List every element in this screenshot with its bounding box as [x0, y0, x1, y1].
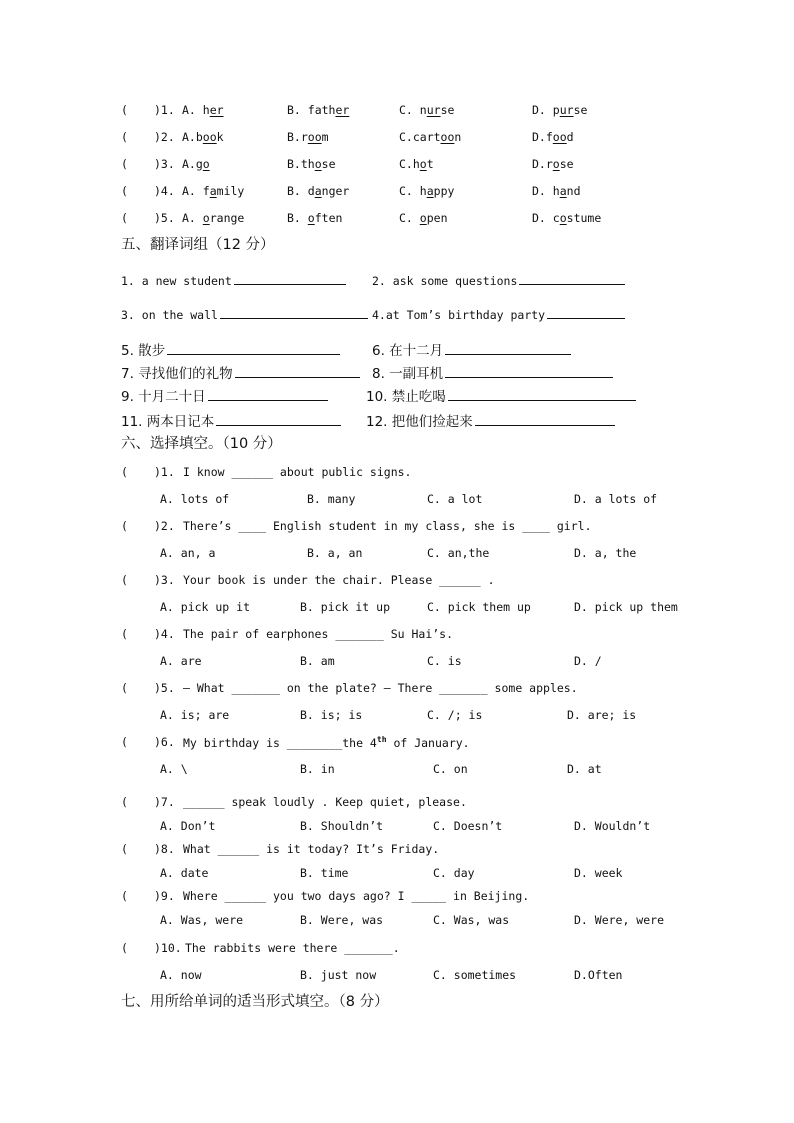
- phonics-option: [182, 157, 210, 171]
- section6-title: 六、选择填空。（10 分）: [121, 436, 282, 452]
- phonics-option: [182, 103, 224, 117]
- phonics-option: [182, 211, 244, 225]
- answer-paren: (: [121, 157, 128, 171]
- question-stem: What ______ is it today? It’s Friday.: [183, 842, 440, 856]
- question-stem: ______ speak loudly . Keep quiet, please.: [183, 795, 467, 809]
- answer-paren: (: [121, 889, 128, 903]
- question-stem: — What _______ on the plate? — There _______ some apples.: [183, 681, 578, 695]
- answer-blank[interactable]: [167, 342, 340, 355]
- option-suffix: se: [321, 157, 336, 171]
- option-prefix: C.: [399, 211, 420, 225]
- choice-option: B. is; is: [300, 708, 363, 722]
- stem-text: My birthday is ________the 4: [183, 735, 377, 750]
- underlined-letters: a: [209, 184, 217, 198]
- phonics-option: [182, 130, 224, 144]
- answer-paren: (: [121, 941, 128, 955]
- option-suffix: k: [216, 130, 224, 144]
- underlined-letters: oo: [202, 130, 217, 144]
- choice-option: A. Was, were: [160, 913, 244, 927]
- choice-option: B. in: [300, 762, 335, 776]
- option-prefix: A. h: [182, 103, 210, 117]
- phonics-option: [399, 157, 434, 171]
- choice-option: D. Were, were: [574, 913, 665, 927]
- option-prefix: B. fath: [287, 103, 336, 117]
- underlined-letters: o: [419, 157, 427, 171]
- choice-option: B. am: [300, 654, 335, 668]
- phonics-option: [287, 157, 336, 171]
- phonics-option: [287, 103, 349, 117]
- choice-option: C. /; is: [427, 708, 483, 722]
- question-number: )3.: [154, 573, 175, 587]
- translation-prompt: 1. a new student: [121, 274, 232, 288]
- option-suffix: nd: [566, 184, 581, 198]
- option-suffix: se: [559, 157, 574, 171]
- choice-option: A. an, a: [160, 546, 216, 560]
- choice-option: C. day: [433, 866, 475, 880]
- choice-option: B. a, an: [307, 546, 363, 560]
- question-number: )5.: [154, 211, 175, 225]
- choice-option: D. a lots of: [574, 492, 658, 506]
- answer-blank[interactable]: [445, 365, 613, 378]
- question-number: )4.: [154, 184, 175, 198]
- translation-item: [372, 362, 613, 382]
- option-prefix: A.b: [182, 130, 203, 144]
- answer-blank[interactable]: [547, 306, 625, 319]
- choice-option: C. sometimes: [433, 968, 517, 982]
- question-number: )2.: [154, 519, 175, 533]
- answer-blank[interactable]: [220, 306, 368, 319]
- option-suffix: range: [209, 211, 245, 225]
- choice-option: D. week: [574, 866, 623, 880]
- answer-paren: (: [121, 465, 128, 479]
- answer-blank[interactable]: [216, 413, 341, 426]
- underlined-letters: er: [209, 103, 224, 117]
- phonics-option: [532, 157, 574, 171]
- translation-prompt: 6. 在十二月: [372, 343, 444, 359]
- answer-paren: (: [121, 735, 128, 749]
- option-prefix: B.th: [287, 157, 315, 171]
- phonics-option: [532, 184, 581, 198]
- question-number: )6.: [154, 735, 175, 749]
- answer-paren: (: [121, 681, 128, 695]
- choice-option: A. Don’t: [160, 819, 216, 833]
- choice-option: C. an,the: [427, 546, 490, 560]
- question-stem: The rabbits were there _______.: [185, 941, 400, 955]
- choice-option: A. is; are: [160, 708, 230, 722]
- ordinal-suffix: th: [376, 735, 387, 744]
- choice-option: B. time: [300, 866, 349, 880]
- choice-option: B. Were, was: [300, 913, 384, 927]
- answer-paren: (: [121, 627, 128, 641]
- answer-paren: (: [121, 211, 128, 225]
- question-number: )9.: [154, 889, 175, 903]
- option-prefix: B.r: [287, 130, 308, 144]
- answer-paren: (: [121, 573, 128, 587]
- underlined-letters: o: [314, 157, 322, 171]
- translation-item: [121, 339, 340, 359]
- option-prefix: D.r: [532, 157, 553, 171]
- choice-option: D. a, the: [574, 546, 637, 560]
- translation-item: [121, 385, 328, 405]
- option-prefix: C.h: [399, 157, 420, 171]
- question-number: )3.: [154, 157, 175, 171]
- translation-prompt: 7. 寻找他们的礼物: [121, 366, 233, 382]
- choice-option: D.Often: [574, 968, 623, 982]
- answer-paren: (: [121, 519, 128, 533]
- underlined-letters: a: [314, 184, 322, 198]
- answer-blank[interactable]: [235, 365, 360, 378]
- question-stem: [183, 735, 470, 750]
- choice-option: D. /: [574, 654, 602, 668]
- choice-option: D. are; is: [567, 708, 637, 722]
- question-number: )2.: [154, 130, 175, 144]
- choice-option: B. pick it up: [300, 600, 391, 614]
- section5-title: 五、翻译词组（12 分）: [121, 237, 275, 253]
- question-number: )7.: [154, 795, 175, 809]
- phonics-option: [399, 103, 454, 117]
- phonics-option: [182, 184, 244, 198]
- choice-option: C. on: [433, 762, 468, 776]
- phonics-option: [287, 130, 329, 144]
- choice-option: C. Doesn’t: [433, 819, 503, 833]
- underlined-letters: oo: [552, 130, 567, 144]
- choice-option: A. are: [160, 654, 202, 668]
- question-number: )1.: [154, 103, 175, 117]
- option-suffix: ppy: [433, 184, 455, 198]
- option-suffix: d: [566, 130, 574, 144]
- question-number: )10.: [154, 941, 182, 955]
- choice-option: D. at: [567, 762, 602, 776]
- underlined-letters: er: [335, 103, 350, 117]
- choice-option: C. Was, was: [433, 913, 510, 927]
- answer-blank[interactable]: [519, 272, 625, 285]
- answer-paren: (: [121, 795, 128, 809]
- translation-prompt: 11. 两本日记本: [121, 414, 215, 430]
- option-suffix: t: [426, 157, 434, 171]
- translation-item: [372, 339, 571, 359]
- answer-paren: (: [121, 842, 128, 856]
- question-number: )5.: [154, 681, 175, 695]
- choice-option: B. just now: [300, 968, 377, 982]
- option-suffix: pen: [426, 211, 448, 225]
- option-prefix: A. f: [182, 184, 210, 198]
- translation-prompt: 10. 禁止吃喝: [366, 389, 446, 405]
- underlined-letters: ur: [559, 103, 574, 117]
- translation-prompt: 8. 一副耳机: [372, 366, 444, 382]
- underlined-letters: oo: [307, 130, 322, 144]
- option-suffix: stume: [566, 211, 602, 225]
- underlined-letters: oo: [440, 130, 455, 144]
- answer-blank[interactable]: [445, 342, 571, 355]
- option-prefix: D.f: [532, 130, 553, 144]
- option-suffix: nger: [321, 184, 350, 198]
- answer-blank[interactable]: [448, 388, 636, 401]
- answer-paren: (: [121, 130, 128, 144]
- underlined-letters: o: [559, 211, 567, 225]
- choice-option: A. now: [160, 968, 202, 982]
- underlined-letters: a: [559, 184, 567, 198]
- answer-paren: (: [121, 184, 128, 198]
- question-number: )1.: [154, 465, 175, 479]
- underlined-letters: o: [307, 211, 315, 225]
- option-prefix: A.: [182, 211, 203, 225]
- answer-blank[interactable]: [234, 272, 346, 285]
- option-suffix: se: [440, 103, 455, 117]
- choice-option: C. pick them up: [427, 600, 531, 614]
- translation-prompt: 12. 把他们捡起来: [366, 414, 473, 430]
- underlined-letters: ur: [426, 103, 441, 117]
- choice-option: D. pick up them: [574, 600, 678, 614]
- choice-option: A. pick up it: [160, 600, 251, 614]
- question-stem: I know ______ about public signs.: [183, 465, 412, 479]
- translation-item: [121, 362, 360, 382]
- option-suffix: mily: [216, 184, 245, 198]
- answer-blank[interactable]: [475, 413, 615, 426]
- translation-prompt: 3. on the wall: [121, 308, 218, 322]
- option-prefix: C. n: [399, 103, 427, 117]
- question-stem: There’s ____ English student in my class, she is ____ girl.: [183, 519, 592, 533]
- option-prefix: D. c: [532, 211, 560, 225]
- question-stem: The pair of earphones _______ Su Hai’s.: [183, 627, 454, 641]
- underlined-letters: o: [202, 211, 210, 225]
- stem-text: of January.: [386, 735, 470, 750]
- option-prefix: D. h: [532, 184, 560, 198]
- question-number: )8.: [154, 842, 175, 856]
- choice-option: C. a lot: [427, 492, 483, 506]
- translation-item: [366, 385, 636, 405]
- choice-option: A. date: [160, 866, 209, 880]
- phonics-option: [532, 211, 601, 225]
- phonics-option: [399, 130, 461, 144]
- option-suffix: ften: [314, 211, 343, 225]
- translation-item: [121, 410, 341, 430]
- translation-item: [372, 306, 625, 322]
- underlined-letters: o: [202, 157, 210, 171]
- translation-prompt: 4.at Tom’s birthday party: [372, 308, 546, 322]
- translation-item: [366, 410, 615, 430]
- choice-option: D. Wouldn’t: [574, 819, 651, 833]
- underlined-letters: o: [419, 211, 427, 225]
- underlined-letters: a: [426, 184, 434, 198]
- phonics-option: [287, 211, 342, 225]
- question-number: )4.: [154, 627, 175, 641]
- underlined-letters: o: [552, 157, 560, 171]
- phonics-option: [399, 211, 448, 225]
- answer-blank[interactable]: [208, 388, 328, 401]
- section7-title: 七、用所给单词的适当形式填空。（8 分）: [121, 994, 389, 1010]
- choice-option: B. many: [307, 492, 356, 506]
- phonics-option: [532, 130, 574, 144]
- choice-option: A. \: [160, 762, 188, 776]
- translation-prompt: 9. 十月二十日: [121, 389, 206, 405]
- choice-option: A. lots of: [160, 492, 230, 506]
- option-suffix: se: [573, 103, 588, 117]
- option-suffix: n: [454, 130, 462, 144]
- translation-prompt: 2. ask some questions: [372, 274, 518, 288]
- option-prefix: D. p: [532, 103, 560, 117]
- translation-item: [121, 306, 368, 322]
- translation-prompt: 5. 散步: [121, 343, 166, 359]
- option-prefix: B. d: [287, 184, 315, 198]
- translation-item: [121, 272, 346, 288]
- choice-option: C. is: [427, 654, 462, 668]
- question-stem: Where ______ you two days ago? I _____ in Beijing.: [183, 889, 530, 903]
- phonics-option: [399, 184, 454, 198]
- phonics-option: [532, 103, 587, 117]
- question-stem: Your book is under the chair. Please ______ .: [183, 573, 495, 587]
- phonics-option: [287, 184, 349, 198]
- choice-option: B. Shouldn’t: [300, 819, 384, 833]
- option-prefix: B.: [287, 211, 308, 225]
- option-prefix: C.cart: [399, 130, 441, 144]
- option-prefix: C. h: [399, 184, 427, 198]
- answer-paren: (: [121, 103, 128, 117]
- translation-item: [372, 272, 625, 288]
- option-suffix: m: [321, 130, 329, 144]
- option-prefix: A.g: [182, 157, 203, 171]
